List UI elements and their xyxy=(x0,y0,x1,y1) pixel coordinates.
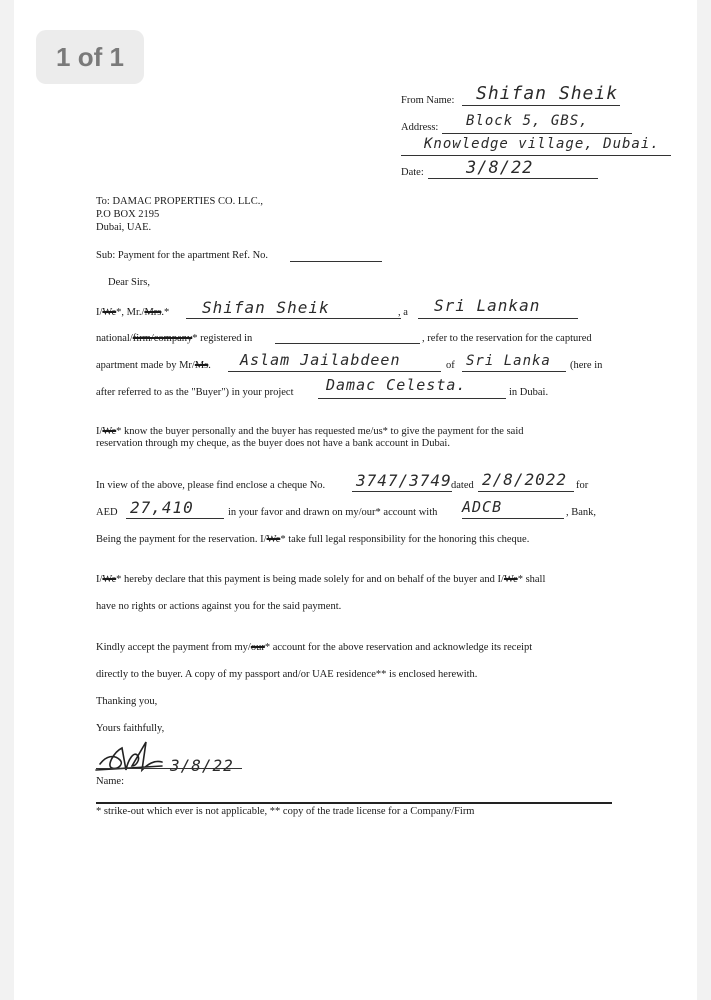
from-name-label: From Name: xyxy=(401,95,455,106)
p4-line1: I/We* hereby declare that this payment is being made solely for and on behalf of the buyer and I/We* shall xyxy=(96,574,546,585)
buyer-name-value: Aslam Jailabdeen xyxy=(240,351,401,369)
page-indicator: 1 of 1 xyxy=(36,30,144,84)
p1-line1-lead: I/We*, Mr./Mrs.* xyxy=(96,307,170,318)
address-line-1 xyxy=(442,133,632,134)
p3-favor: in your favor and drawn on my/our* account with xyxy=(228,507,438,518)
to-line-3: Dubai, UAE. xyxy=(96,222,152,233)
project-line xyxy=(318,398,506,399)
name-line xyxy=(96,768,242,769)
p1-line3: apartment made by Mr/Ms. xyxy=(96,360,211,371)
thanking-you: Thanking you, xyxy=(96,696,158,707)
from-name-value: Shifan Sheik xyxy=(476,83,619,104)
project-value: Damac Celesta. xyxy=(326,376,467,394)
signature-image xyxy=(92,730,174,778)
to-line-2: P.O BOX 2195 xyxy=(96,209,160,220)
p1-line4: after referred to as the "Buyer") in your project xyxy=(96,387,294,398)
amount-line xyxy=(126,518,224,519)
p1-of: of xyxy=(446,360,455,371)
address-line2-value: Knowledge village, Dubai. xyxy=(424,136,660,152)
p1-refer: , refer to the reservation for the captured xyxy=(422,333,592,344)
p1-a: , a xyxy=(398,307,408,318)
p3-bank: , Bank, xyxy=(566,507,597,518)
amount-value: 27,410 xyxy=(130,498,194,517)
footer-note: * strike-out which ever is not applicable, ** copy of the trade license for a Company/Firm xyxy=(96,806,475,817)
address-line-2 xyxy=(401,155,671,156)
to-line-1: To: DAMAC PROPERTIES CO. LLC., xyxy=(96,196,263,207)
buyer-country-line xyxy=(462,371,566,372)
cheque-date-line xyxy=(478,491,574,492)
bank-line xyxy=(462,518,564,519)
p2-line2: reservation through my cheque, as the buyer does not have a bank account in Dubai. xyxy=(96,438,450,449)
registered-in-line xyxy=(275,343,420,344)
nationality-value: Sri Lankan xyxy=(434,296,541,315)
p1-herein: (here in xyxy=(570,360,603,371)
p5-line1: Kindly accept the payment from my/our* account for the above reservation and acknowledge its receipt xyxy=(96,642,533,653)
buyer-name-line xyxy=(228,371,441,372)
from-name-line xyxy=(462,105,620,106)
subject-line: Sub: Payment for the apartment Ref. No. xyxy=(96,250,269,261)
p2-line1: I/We* know the buyer personally and the buyer has requested me/us* to give the payment for the said xyxy=(96,426,524,437)
p1-in-dubai: in Dubai. xyxy=(509,387,549,398)
p3-dated: dated xyxy=(451,480,474,491)
payer-name-value: Shifan Sheik xyxy=(202,298,330,317)
p4-line2: have no rights or actions against you for the said payment. xyxy=(96,601,342,612)
p3-aed: AED xyxy=(96,507,118,518)
cheque-date-value: 2/8/2022 xyxy=(482,470,568,489)
name-label: Name: xyxy=(96,776,124,787)
address-line1-value: Block 5, GBS, xyxy=(466,113,589,129)
date-value: 3/8/22 xyxy=(466,158,534,178)
p3-being: Being the payment for the reservation. I/We* take full legal responsibility for the honoring this cheque. xyxy=(96,534,530,545)
date-label: Date: xyxy=(401,167,424,178)
signature-date: 3/8/22 xyxy=(170,756,234,775)
subject-ref-line xyxy=(290,261,382,262)
nationality-line xyxy=(418,318,578,319)
bank-value: ADCB xyxy=(462,498,503,516)
address-label: Address: xyxy=(401,122,439,133)
buyer-country-value: Sri Lanka xyxy=(466,353,551,369)
payer-name-line xyxy=(186,318,401,319)
cheque-no-line xyxy=(352,491,452,492)
date-line xyxy=(428,178,598,179)
salutation: Dear Sirs, xyxy=(108,277,150,288)
footer-rule xyxy=(96,802,612,804)
p5-line2: directly to the buyer. A copy of my passport and/or UAE residence** is enclosed herewith. xyxy=(96,669,478,680)
p3-for: for xyxy=(576,480,589,491)
p3-intro: In view of the above, please find enclose a cheque No. xyxy=(96,480,326,491)
closing: Yours faithfully, xyxy=(96,723,165,734)
p1-line2: national/firm/company* registered in xyxy=(96,333,253,344)
cheque-no-value: 3747/3749 xyxy=(356,471,452,490)
